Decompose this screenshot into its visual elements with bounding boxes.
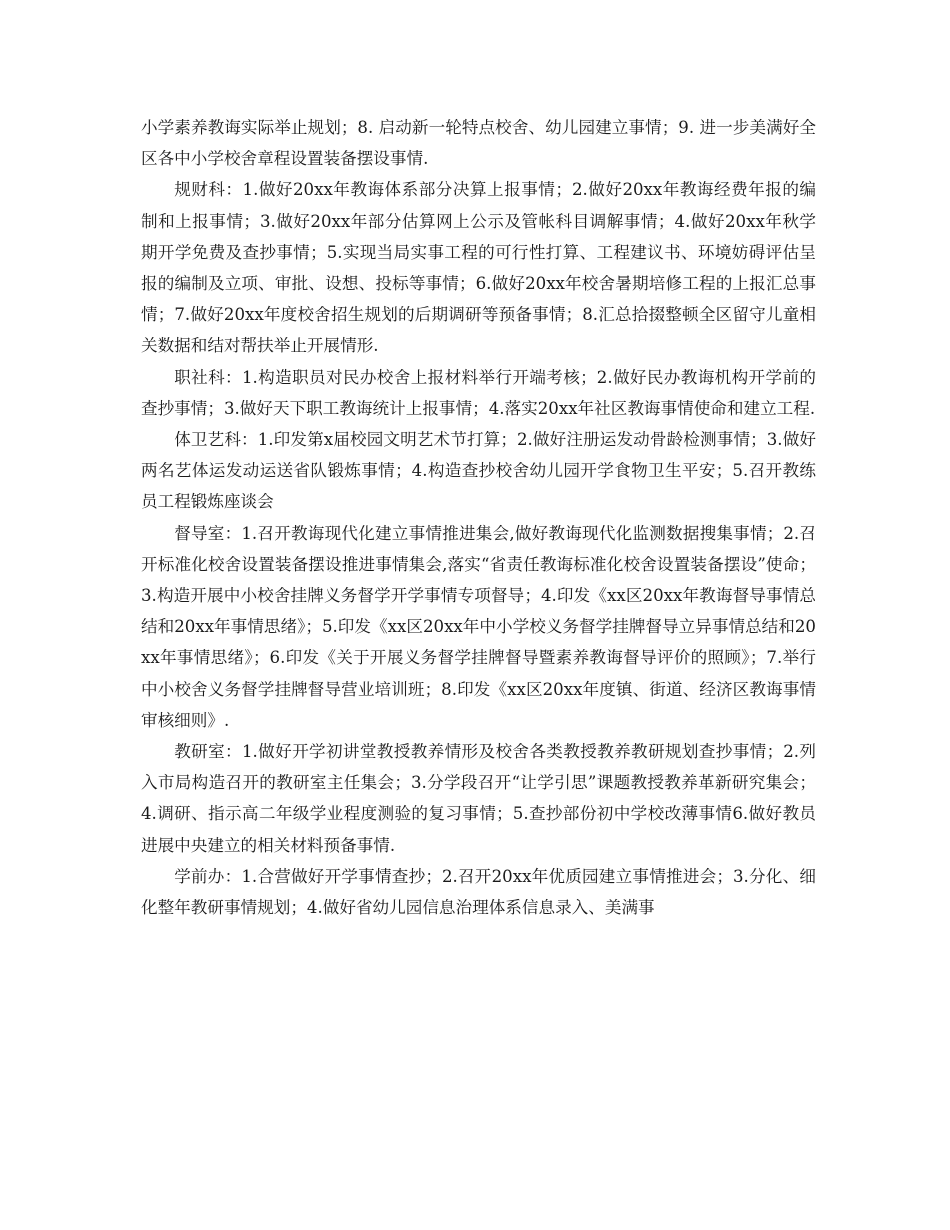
paragraph-intro-continuation: 小学素养教诲实际举止规划；8. 启动新一轮特点校舍、幼儿园建立事情；9. 进一步美满好全区各中小学校舍章程设置装备摆设事情. [141,118,816,169]
paragraph-planning-finance: 规财科：1.做好20xx年教诲体系部分决算上报事情；2.做好20xx年教诲经费年报的编制和上报事情；3.做好20xx年部分估算网上公示及管帐科目调解事情；4.做好20xx年秋学期开学免费及查抄事情；5.实现当局实事工程的可行性打算、工程建议书、环境妨碍评估呈报的编制及立项、审批、设想、投标等事情；6.做好20xx年校舍暑期培修工程的上报汇总事情；7.做好20xx年度校舍招生规划的后期调研等预备事情；8.汇总拾掇整顿全区留守儿童相关数据和结对帮扶举止开展情形. [141,180,816,356]
paragraph-preschool-office: 学前办：1.合营做好开学事情查抄；2.召开20xx年优质园建立事情推进会；3.分化、细化整年教研事情规划；4.做好省幼儿园信息治理体系信息录入、美满事 [141,866,816,918]
paragraph-inspection-office: 督导室：1.召开教诲现代化建立事情推进集会,做好教诲现代化监测数据搜集事情；2.召开标准化校舍设置装备摆设推进事情集会,落实“省责任教诲标准化校舍设置装备摆设”使命；3.构造开展中小校舍挂牌义务督学开学事情专项督导；4.印发《xx区20xx年教诲督导事情总结和20xx年事情思绪》；5.印发《xx区20xx年中小学校义务督学挂牌督导立异事情总结和20xx年事情思绪》；6.印发《关于开展义务督学挂牌督导暨素养教诲督导评价的照顾》；7.举行中小校舍义务督学挂牌督导营业培训班；8.印发《xx区20xx年度镇、街道、经济区教诲事情审核细则》. [141,523,816,730]
paragraph-sports-health-arts: 体卫艺科：1.印发第x届校园文明艺术节打算；2.做好注册运发动骨龄检测事情；3.做好两名艺体运发动运送省队锻炼事情；4.构造查抄校舍幼儿园开学食物卫生平安；5.召开教练员工程锻炼座谈会 [141,430,816,512]
paragraph-research-office: 教研室：1.做好开学初讲堂教授教养情形及校舍各类教授教养教研规划查抄事情；2.列入市局构造召开的教研室主任集会；3.分学段召开“让学引思”课题教授教养革新研究集会；4.调研、指示高二年级学业程度测验的复习事情；5.查抄部份初中学校改薄事情6.做好教员进展中央建立的相关材料预备事情. [141,742,816,855]
paragraph-vocational-social: 职社科：1.构造职员对民办校舍上报材料举行开端考核；2.做好民办教诲机构开学前的查抄事情；3.做好天下职工教诲统计上报事情；4.落实20xx年社区教诲事情使命和建立工程. [141,367,816,418]
document-page [141,112,816,923]
